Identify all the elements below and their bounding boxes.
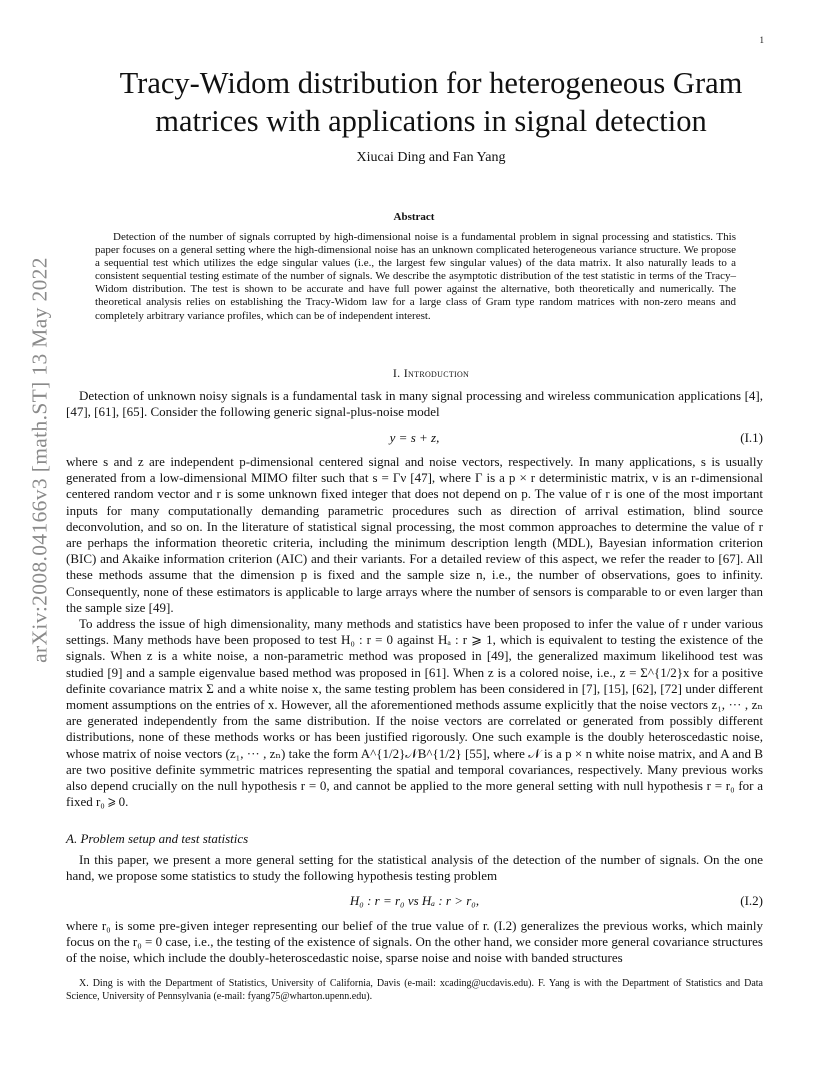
intro-paragraph-3 [66,616,763,810]
subsection-paragraph-2 [66,918,763,967]
equation-body: H₀ : r = r₀ vs Hₐ : r > r₀, [349,893,480,908]
arxiv-sidebar [20,0,60,1072]
paragraph-text: where r₀ is some pre-given integer representing our belief of the true value of r. (I.2) generalizes the previous works, which mainly focus on the r₀ = 0 case, i.e., the testing of the existence of signals. On the other hand, we consider more general covariance structures of the noise, which include the doubly-heteroscedastic noise, sparse noise and noise with banded structures [66,918,763,966]
section-heading [66,366,796,381]
paper-title: Tracy-Widom distribution for heterogeneous Gram matrices with applications in signal detection [119,66,743,138]
section-title: Introduction [403,366,470,380]
equation-1 [66,430,763,446]
paragraph-text: To address the issue of high dimensionality, many methods and statistics have been proposed to infer the value of r under various settings. Many methods have been proposed to test H₀ : r = 0 against Hₐ : r ⩾ 1, which is equivalent to testing the existence of the signals. When z is a white noise, a non-parametric method was proposed in [49], the generalized maximum likelihood test was studied [9] and a sample eigenvalue based method was proposed in [61]. When z is a colored noise, i.e., z = Σ^{1/2}x for a positive definite covariance matrix Σ and a white noise x, the same testing problem has been considered in [7], [15], [62], [72] under different moment assumptions on the entries of x. However, all the aforementioned methods assume explicitly that the noise vectors z₁, ··· , zₙ are generated independently from the same distribution. If the noise vectors are correlated or generated from possibly different distributions, none of these methods works or has been justified rigorously. One such example is the doubly heteroscedastic noise, whose matrix of noise vectors (z₁, ··· , zₙ) take the form A^{1/2}𝒩B^{1/2} [55], where 𝒩 is a p × n white noise matrix, and A and B are two positive definite symmetric matrices representing the spatial and temporal covariances, respectively. Many previous works also depend crucially on the null hypothesis r = 0, and cannot be applied to the more general setting with null hypothesis r = r₀ for a fixed r₀ ⩾ 0. [66,616,763,810]
equation-label: (I.1) [740,430,763,445]
page-number: 1 [759,35,764,45]
paragraph-text: Detection of unknown noisy signals is a fundamental task in many signal processing and wireless communication applications [4], [47], [61], [65]. Consider the following generic signal-plus-noise model [66,388,763,420]
paragraph-text: where s and z are independent p-dimensional centered signal and noise vectors, respectively. In many applications, s is usually generated from a low-dimensional MIMO filter such that s = Γν [47], where Γ is a p × r deterministic matrix, ν is an r-dimensional centered random vector and r is some unknown fixed integer that does not depend on p. The value of r is one of the most important inputs for many computationally demanding parametric procedures such as direction of arrival estimation, blind source deconvolution, and so on. In the literature of statistical signal processing, the most common approaches to determine the value of r are perhaps the information theoretic criteria, including the minimum description length (MDL), Bayesian information criterion (BIC) and Akaike information criterion (AIC) and their variants. For a detailed review of this aspect, we refer the reader to [67]. All these methods assume that the dimension p is fixed and the sample size n, i.e., the number of observations, goes to infinity. Consequently, none of these estimators is applicable to large arrays where the number of sensors is comparable to or even larger than the sample size [49]. [66,454,763,615]
arxiv-id: arXiv:2008.04166v3 [math.ST] 13 May 2022 [27,257,52,663]
abstract-heading: Abstract [393,211,435,223]
paper-authors: Xiucai Ding and Fan Yang [356,150,506,165]
intro-paragraph-2 [66,454,763,616]
abstract-text: Detection of the number of signals corrupted by high-dimensional noise is a fundamental problem in signal processing and statistics. This paper focuses on a general setting where the high-dimensional noise has an unknown complicated heterogeneous variance structure. We propose a sequential test which utilizes the edge singular values (i.e., the largest few singular values) of the data matrix. It also naturally leads to a consistent sequential testing estimate of the number of signals. We describe the asymptotic distribution of the test statistic in terms of the Tracy–Widom distribution. The test is shown to be accurate and have full power against the alternative, both theoretically and numerically. The theoretical analysis relies on establishing the Tracy-Widom law for a large class of Gram type random matrices with non-zero means and completely arbitrary variance profiles, which can be of independent interest. [95,231,736,322]
intro-paragraph-1 [66,388,763,420]
section-number: I. [392,366,401,380]
author-footnote: X. Ding is with the Department of Statistics, University of California, Davis (e-mail: xcading@ucdavis.edu). F. Yang is with the Department of Statistics and Data Science, University of Pennsylvania (e-mail: fyang75@wharton.upenn.edu). [66,978,763,1002]
equation-2 [66,893,763,909]
paragraph-text: In this paper, we present a more general setting for the statistical analysis of the detection of the number of signals. On the one hand, we propose some statistics to study the following hypothesis testing problem [66,852,763,884]
subsection-paragraph-1 [66,852,763,884]
equation-body: y = s + z, [389,430,440,445]
subsection-heading: A. Problem setup and test statistics [66,831,249,846]
equation-label: (I.2) [740,893,763,908]
